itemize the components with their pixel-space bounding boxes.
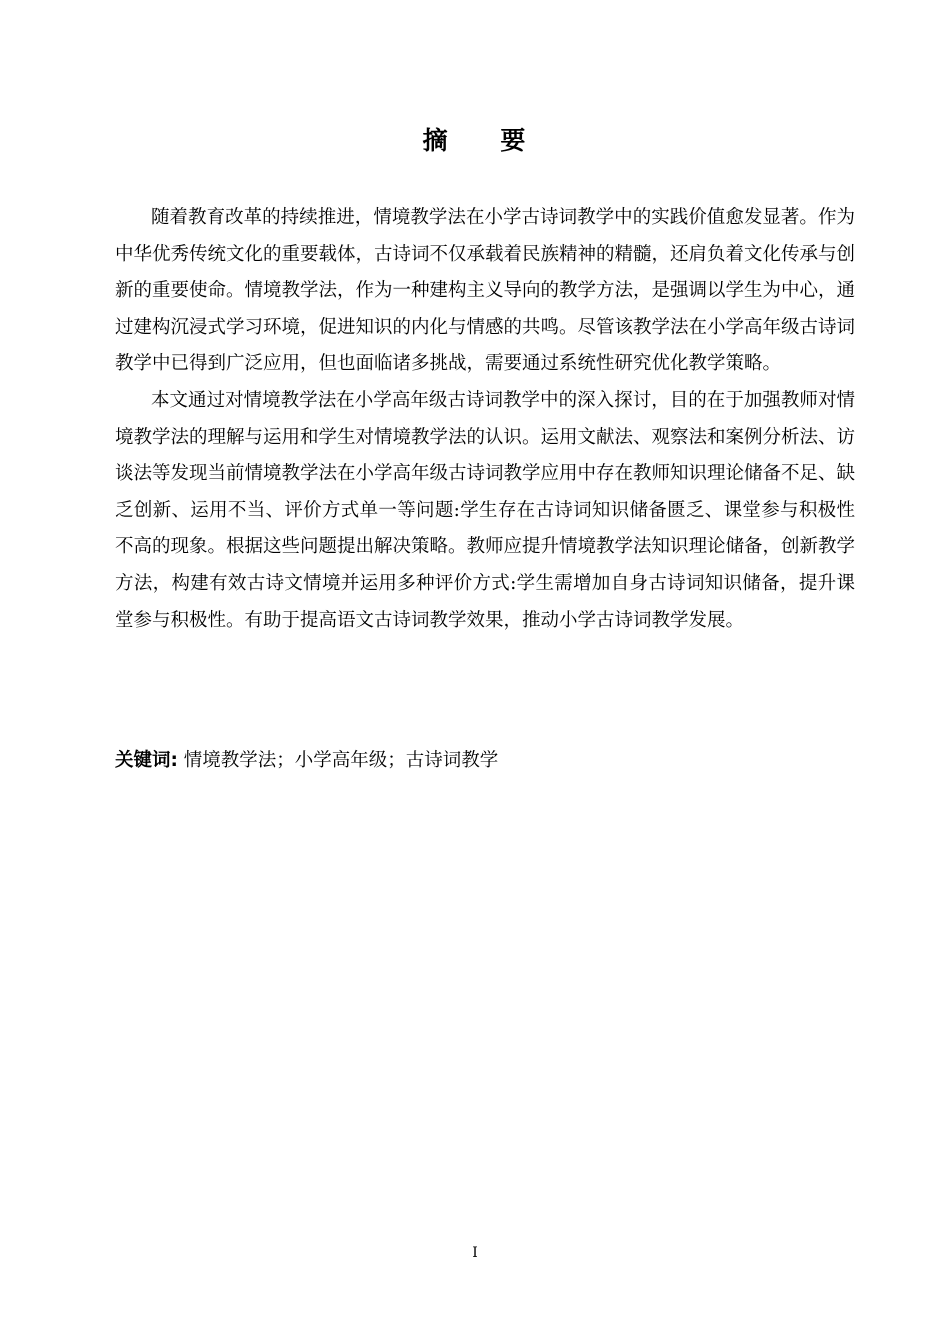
abstract-paragraph-2: 本文通过对情境教学法在小学高年级古诗词教学中的深入探讨，目的在于加强教师对情境教学法的理解与运用和学生对情境教学法的认识。运用文献法、观察法和案例分析法、访谈法等发现当前情境教学法在小学高年级古诗词教学应用中存在教师知识理论储备不足、缺乏创新、运用不当、评价方式单一等问题:学生存在古诗词知识储备匮乏、课堂参与积极性不高的现象。根据这些问题提出解决策略。教师应提升情境教学法知识理论储备，创新教学方法，构建有效古诗文情境并运用多种评价方式:学生需增加自身古诗词知识储备，提升课堂参与积极性。有助于提高语文古诗词教学效果，推动小学古诗词教学发展。 xyxy=(115,389,856,631)
abstract-body xyxy=(115,200,855,639)
abstract-title: 摘 要 xyxy=(422,126,548,155)
keywords-value: 情境教学法；小学高年级；古诗词教学 xyxy=(177,750,499,771)
keywords-line xyxy=(115,746,855,776)
keywords-label: 关键词: xyxy=(115,750,178,771)
abstract-paragraph-1: 随着教育改革的持续推进，情境教学法在小学古诗词教学中的实践价值愈发显著。作为中华优秀传统文化的重要载体，古诗词不仅承载着民族精神的精髓，还肩负着文化传承与创新的重要使命。情境教学法，作为一种建构主义导向的教学方法，是强调以学生为中心，通过建构沉浸式学习环境，促进知识的内化与情感的共鸣。尽管该教学法在小学高年级古诗词教学中已得到广泛应用，但也面临诸多挑战，需要通过系统性研究优化教学策略。 xyxy=(115,207,856,375)
page-number: I xyxy=(472,1245,478,1261)
